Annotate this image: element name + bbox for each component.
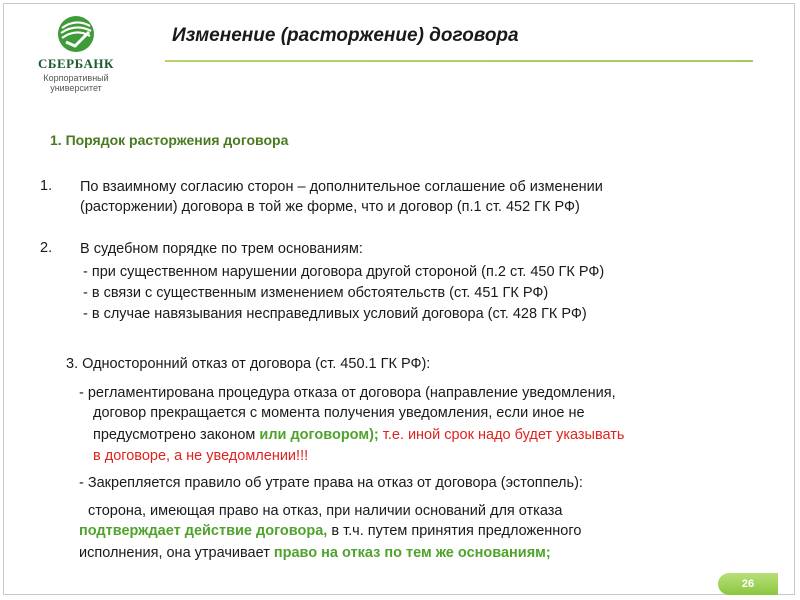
section1-heading: 1. Порядок расторжения договора: [50, 132, 289, 148]
section3-p2-line2: сторона, имеющая право на отказ, при наличии оснований для отказа: [88, 503, 563, 519]
item1-number: 1.: [40, 178, 53, 194]
brand-subtitle-line1: Корпоративный: [43, 73, 109, 83]
title-divider: [165, 60, 753, 62]
section3-p1-line4-note: в договоре, а не уведомлении!!!: [93, 448, 309, 464]
item2-line1: В судебном порядке по трем основаниям:: [80, 241, 363, 257]
section3-p1-line4: [93, 447, 308, 465]
item2-number: 2.: [40, 240, 53, 256]
sberbank-leaf-icon: [56, 14, 96, 54]
section3-p1-line3-text: предусмотрено законом: [93, 427, 260, 443]
item2-sub2: - в связи с существенным изменением обстоятельств (ст. 451 ГК РФ): [83, 285, 549, 301]
brand-subtitle: [36, 73, 116, 93]
section3-p1-line1: - регламентирована процедура отказа от договора (направление уведомления,: [79, 385, 616, 401]
section3-p2-line1: - Закрепляется правило об утрате права на отказ от договора (эстоппель):: [79, 475, 583, 491]
section3-p1-line3: [93, 426, 624, 444]
item2-sub3: - в случае навязывания несправедливых условий договора (ст. 428 ГК РФ): [83, 306, 587, 322]
section3-p2-line3-text: в т.ч. путем принятия предложенного: [327, 523, 582, 539]
page-title: Изменение (расторжение) договора: [172, 25, 519, 46]
section3-p2-line3: [79, 522, 581, 540]
page-number-badge: 26: [718, 573, 778, 595]
section3-p2-line3-highlight: подтверждает действие договора,: [79, 523, 328, 539]
section3-p2-line4: [79, 544, 551, 562]
section3-p1-line3-highlight: или договором);: [259, 427, 379, 443]
section3-p1-line3-note: т.е. иной срок надо будет указывать: [378, 427, 625, 443]
item2-sub1: - при существенном нарушении договора другой стороной (п.2 ст. 450 ГК РФ): [83, 264, 605, 280]
section3-p2-line4-highlight: право на отказ по тем же основаниям;: [273, 545, 551, 561]
brand-name: СБЕРБАНК: [38, 56, 114, 71]
section3-heading: 3. Односторонний отказ от договора (ст. 450.1 ГК РФ):: [66, 356, 431, 372]
section3-p2-line4-text: исполнения, она утрачивает: [79, 545, 274, 561]
item1-line1: По взаимному согласию сторон – дополнительное соглашение об изменении: [80, 179, 603, 195]
section3-p1-line2: договор прекращается с момента получения уведомления, если иное не: [93, 405, 585, 421]
brand-subtitle-line2: университет: [50, 83, 102, 93]
item1-line2: (расторжении) договора в той же форме, что и договор (п.1 ст. 452 ГК РФ): [80, 199, 580, 215]
